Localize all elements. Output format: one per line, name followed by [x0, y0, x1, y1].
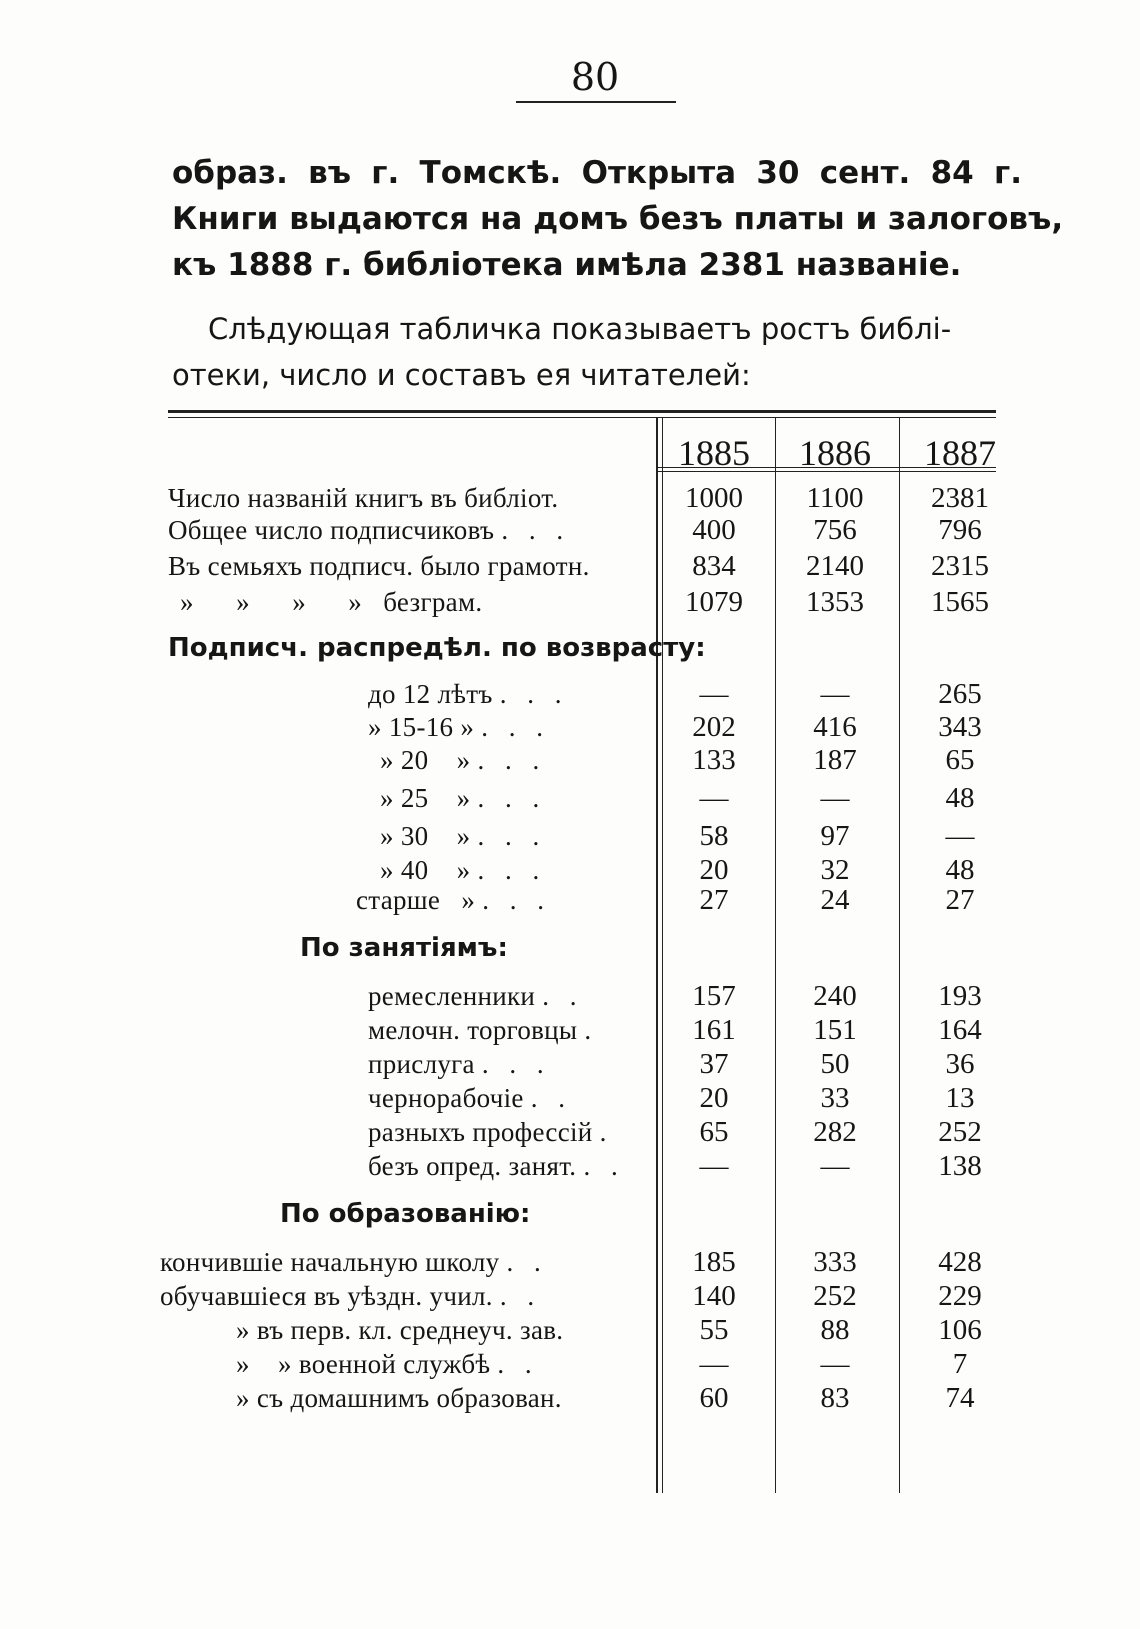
- cell-1887: 106: [938, 1314, 982, 1346]
- row-label: » въ перв. кл. среднеуч. зав.: [236, 1315, 564, 1345]
- row-label: Общее число подписчиковъ . . .: [168, 515, 571, 545]
- row-label: Въ семьяхъ подписч. было грамотн.: [168, 551, 590, 581]
- cell-1885: 834: [692, 550, 736, 582]
- lead-line: Слѣдующая табличка показываетъ ростъ библі-: [208, 312, 952, 346]
- readers-table: [160, 410, 1026, 1495]
- row-label: прислуга . . .: [368, 1049, 551, 1079]
- row-label: безъ опред. занят. . .: [368, 1151, 625, 1181]
- row-label: » » » » безграм.: [180, 587, 483, 617]
- cell-1885: 133: [692, 744, 736, 776]
- cell-1886: —: [820, 1150, 850, 1182]
- row-label: Число названій книгъ въ библіот.: [168, 483, 559, 513]
- table-top-rule-thin: [168, 417, 996, 418]
- cell-1885: —: [699, 678, 729, 710]
- cell-1887: 252: [938, 1116, 982, 1148]
- cell-1885: 1000: [685, 482, 743, 514]
- cell-1887: 2315: [931, 550, 989, 582]
- cell-1885: —: [699, 782, 729, 814]
- row-label: » 15-16 » . . .: [368, 712, 551, 742]
- cell-1887: 13: [945, 1082, 975, 1114]
- cell-1886: 97: [820, 820, 850, 852]
- lead-paragraph: [172, 306, 1022, 398]
- cell-1885: 20: [699, 854, 729, 886]
- cell-1886: 416: [813, 711, 857, 743]
- cell-1887: 138: [938, 1150, 982, 1182]
- cell-1887: 1565: [931, 586, 989, 618]
- cell-1887: 74: [945, 1382, 975, 1414]
- cell-1887: 428: [938, 1246, 982, 1278]
- cell-1887: 265: [938, 678, 982, 710]
- cell-1885: 400: [692, 514, 736, 546]
- row-label: обучавшіеся въ уѣздн. учил. . .: [160, 1281, 542, 1311]
- table-row: [168, 546, 1026, 586]
- cell-1886: —: [820, 1348, 850, 1380]
- cell-1886: —: [820, 782, 850, 814]
- page-number-rule: [516, 101, 676, 103]
- cell-1887: 2381: [931, 482, 989, 514]
- cell-1885: 37: [699, 1048, 729, 1080]
- table-row: [168, 582, 1026, 622]
- intro-line: образ. въ г. Томскѣ. Открыта 30 сент. 84 г.: [172, 155, 1022, 191]
- year-header: 1885: [678, 433, 750, 473]
- cell-1887: 48: [945, 782, 975, 814]
- cell-1886: 88: [820, 1314, 850, 1346]
- cell-1885: 185: [692, 1246, 736, 1278]
- intro-paragraph: [172, 150, 1064, 288]
- cell-1887: —: [945, 820, 975, 852]
- table-row: [168, 1378, 1026, 1418]
- row-label: кончившіе начальную школу . .: [160, 1247, 548, 1277]
- section-row: [168, 1194, 1026, 1234]
- row-label: мелочн. торговцы .: [368, 1015, 599, 1045]
- row-label: » съ домашнимъ образован.: [236, 1383, 562, 1413]
- table-row: [168, 740, 1026, 780]
- cell-1885: 202: [692, 711, 736, 743]
- section-title-education: По образованію:: [280, 1199, 531, 1229]
- row-label: » » военной службѣ . .: [236, 1349, 539, 1379]
- cell-1885: 58: [699, 820, 729, 852]
- cell-1885: —: [699, 1150, 729, 1182]
- cell-1885: 140: [692, 1280, 736, 1312]
- year-header: 1887: [924, 433, 996, 473]
- cell-1886: 24: [820, 884, 850, 916]
- cell-1885: 1079: [685, 586, 743, 618]
- row-label: до 12 лѣтъ . . .: [368, 679, 569, 709]
- table-top-rule: [168, 410, 996, 413]
- cell-1886: 1353: [806, 586, 864, 618]
- cell-1887: 229: [938, 1280, 982, 1312]
- table-row: [168, 778, 1026, 818]
- cell-1886: 756: [813, 514, 857, 546]
- cell-1885: 55: [699, 1314, 729, 1346]
- page-number: 80: [570, 55, 620, 99]
- cell-1886: 333: [813, 1246, 857, 1278]
- cell-1887: 27: [945, 884, 975, 916]
- row-label: » 40 » . . .: [380, 855, 547, 885]
- cell-1886: 32: [820, 854, 850, 886]
- section-title-occupation: По занятіямъ:: [300, 933, 508, 963]
- cell-1885: 65: [699, 1116, 729, 1148]
- cell-1887: 48: [945, 854, 975, 886]
- row-label: » 25 » . . .: [380, 783, 547, 813]
- cell-1887: 796: [938, 514, 982, 546]
- section-row: [168, 628, 1026, 668]
- cell-1887: 36: [945, 1048, 975, 1080]
- cell-1886: —: [820, 678, 850, 710]
- section-row: [168, 928, 1026, 968]
- lead-line: отеки, число и составъ ея читателей:: [172, 358, 751, 392]
- intro-line: Книги выдаются на домъ безъ платы и залоговъ,: [172, 201, 1064, 237]
- cell-1886: 33: [820, 1082, 850, 1114]
- cell-1886: 252: [813, 1280, 857, 1312]
- cell-1887: 7: [952, 1348, 968, 1380]
- table-row: [168, 1146, 1026, 1186]
- cell-1886: 1100: [806, 482, 864, 514]
- cell-1886: 187: [813, 744, 857, 776]
- row-label: » 20 » . . .: [380, 745, 547, 775]
- row-label: старше » . . .: [356, 885, 551, 915]
- row-label: разныхъ профессій .: [368, 1117, 614, 1147]
- cell-1885: 20: [699, 1082, 729, 1114]
- cell-1886: 151: [813, 1014, 857, 1046]
- cell-1886: 50: [820, 1048, 850, 1080]
- cell-1887: 193: [938, 980, 982, 1012]
- row-label: чернорабочіе . .: [368, 1083, 573, 1113]
- cell-1885: —: [699, 1348, 729, 1380]
- section-title-age: Подписч. распредѣл. по возврасту:: [168, 633, 706, 663]
- intro-line: къ 1888 г. библіотека имѣла 2381 названіе.: [172, 247, 962, 283]
- year-header: 1886: [799, 433, 871, 473]
- row-label: » 30 » . . .: [380, 821, 547, 851]
- row-label: ремесленники . .: [368, 981, 584, 1011]
- cell-1886: 83: [820, 1382, 850, 1414]
- cell-1885: 157: [692, 980, 736, 1012]
- cell-1885: 161: [692, 1014, 736, 1046]
- cell-1885: 27: [699, 884, 729, 916]
- cell-1885: 60: [699, 1382, 729, 1414]
- cell-1886: 240: [813, 980, 857, 1012]
- cell-1887: 65: [945, 744, 975, 776]
- cell-1886: 2140: [806, 550, 864, 582]
- table-row: [168, 880, 1026, 920]
- cell-1887: 343: [938, 711, 982, 743]
- cell-1886: 282: [813, 1116, 857, 1148]
- cell-1887: 164: [938, 1014, 982, 1046]
- table-row: [168, 510, 1026, 550]
